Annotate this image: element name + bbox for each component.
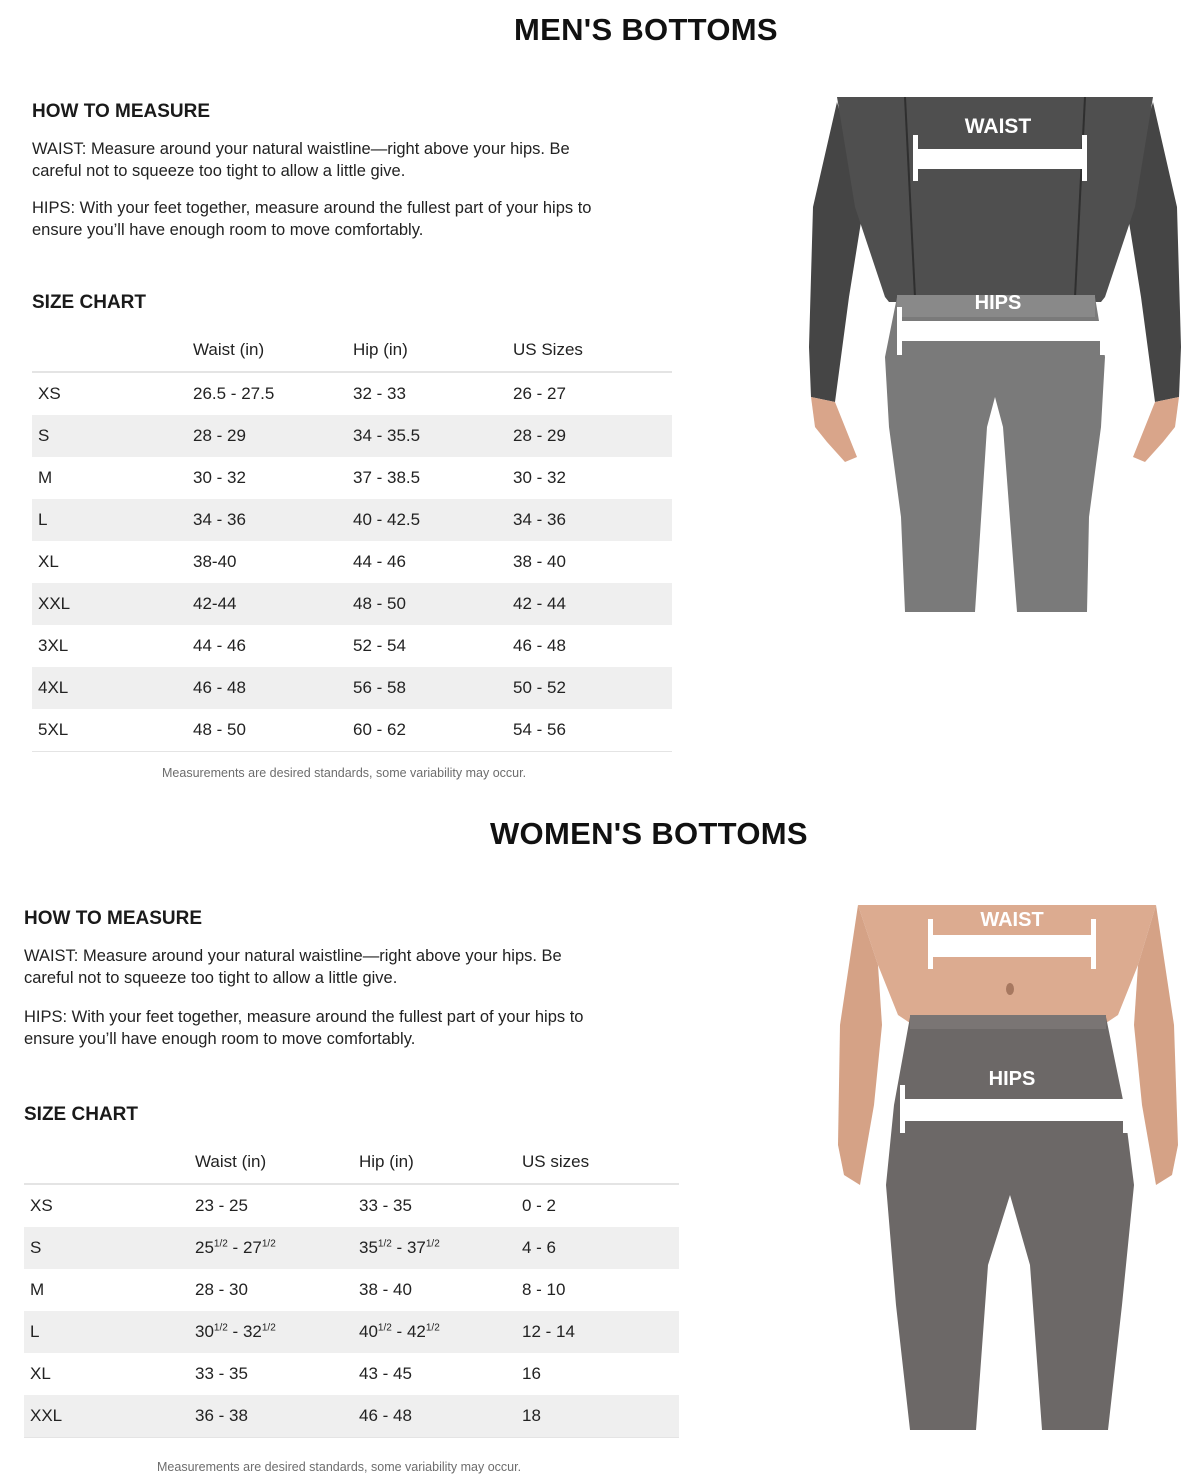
fraction: 1/2 — [425, 1322, 440, 1334]
table-row — [32, 583, 672, 625]
fraction: 1/2 — [377, 1238, 392, 1250]
cell-waist: 48 - 50 — [193, 709, 353, 752]
cell-size: M — [30, 1280, 45, 1299]
range-start: 30 — [195, 1322, 214, 1341]
cell-hip: $40^{1/2} - 42^{1/2}$ — [359, 1311, 522, 1353]
men-size-chart-heading: SIZE CHART — [32, 292, 146, 313]
cell-waist: 44 - 46 — [193, 636, 246, 655]
cell-us: 50 - 52 — [513, 667, 672, 709]
table-row — [32, 499, 672, 541]
men-section-title: MEN'S BOTTOMS — [514, 12, 778, 47]
cell-hip: 44 - 46 — [353, 552, 406, 571]
cell-waist: 28 - 29 — [193, 415, 353, 457]
table-row — [24, 1353, 679, 1395]
cell-hip: 46 - 48 — [359, 1395, 522, 1438]
women-waist-band — [932, 935, 1092, 957]
women-measurement-note: Measurements are desired standards, some variability may occur. — [157, 1460, 522, 1474]
table-row — [24, 1184, 679, 1227]
cell-size: 5XL — [32, 709, 193, 752]
women-col-size — [24, 1140, 195, 1184]
cell-hip: 32 - 33 — [353, 384, 406, 403]
cell-us: 42 - 44 — [513, 583, 672, 625]
table-row — [32, 372, 672, 415]
cell-waist: $30^{1/2} - 32^{1/2}$ — [195, 1311, 359, 1353]
fraction: 1/2 — [377, 1322, 392, 1334]
men-hips-label: HIPS — [974, 292, 1022, 314]
range-start: 40 — [359, 1322, 378, 1341]
table-row — [32, 709, 672, 752]
men-col-hip: Hip (in) — [353, 328, 513, 372]
table-row — [24, 1227, 679, 1269]
women-col-waist: Waist (in) — [195, 1140, 359, 1184]
fraction: 1/2 — [213, 1238, 228, 1250]
cell-waist: $25^{1/2} - 27^{1/2}$ — [195, 1227, 359, 1269]
cell-hip: 34 - 35.5 — [353, 415, 513, 457]
women-how-to-measure-heading: HOW TO MEASURE — [24, 908, 203, 929]
women-size-table — [24, 1140, 679, 1438]
cell-hip: 48 - 50 — [353, 583, 513, 625]
women-col-hip: Hip (in) — [359, 1140, 522, 1184]
table-row — [24, 1269, 679, 1311]
men-table-header-row — [32, 328, 672, 372]
cell-hip: 43 - 45 — [359, 1364, 412, 1383]
table-row — [32, 415, 672, 457]
cell-us: 26 - 27 — [513, 384, 566, 403]
cell-us: 46 - 48 — [513, 636, 566, 655]
men-size-table — [32, 328, 672, 752]
cell-us: 16 — [522, 1364, 541, 1383]
table-row — [32, 625, 672, 667]
men-how-to-measure-heading: HOW TO MEASURE — [32, 101, 211, 122]
men-col-waist: Waist (in) — [193, 328, 353, 372]
cell-hip: 40 - 42.5 — [353, 499, 513, 541]
range-start: 25 — [195, 1238, 214, 1257]
men-waist-instructions: WAIST: Measure around your natural waistline—right above your hips. Be careful not to squeeze too tight to allow a little give. — [32, 140, 570, 180]
table-row — [24, 1311, 679, 1353]
range-end: 32 — [242, 1322, 262, 1341]
cell-waist: 38-40 — [193, 552, 237, 571]
cell-hip: 33 - 35 — [359, 1196, 412, 1215]
men-waist-band — [917, 149, 1083, 169]
women-model-image — [838, 905, 1178, 1430]
men-waist-label: WAIST — [964, 115, 1032, 138]
men-col-us: US Sizes — [513, 328, 672, 372]
women-waist-label: WAIST — [980, 909, 1044, 931]
cell-size: XXL — [32, 583, 193, 625]
men-model-image — [805, 97, 1185, 617]
cell-size: S — [24, 1227, 195, 1269]
men-col-size — [32, 328, 193, 372]
women-hips-instructions: HIPS: With your feet together, measure around the fullest part of your hips to ensure you’ll have enough room to move comfortably. — [24, 1008, 584, 1048]
table-row — [32, 457, 672, 499]
women-size-chart-heading: SIZE CHART — [24, 1104, 138, 1125]
cell-waist: 26.5 - 27.5 — [193, 384, 275, 403]
women-waist-instructions: WAIST: Measure around your natural waistline—right above your hips. Be careful not to squeeze too tight to allow a little give. — [24, 947, 562, 987]
range-end: 42 — [406, 1322, 426, 1341]
cell-us: 34 - 36 — [513, 499, 672, 541]
fraction: 1/2 — [213, 1322, 228, 1334]
table-row — [24, 1395, 679, 1438]
cell-size: XL — [38, 552, 59, 571]
women-col-us: US sizes — [522, 1140, 679, 1184]
cell-size: 4XL — [32, 667, 193, 709]
cell-size: L — [24, 1311, 195, 1353]
cell-us: 30 - 32 — [513, 468, 566, 487]
women-section-title: WOMEN'S BOTTOMS — [490, 816, 808, 851]
women-table-header-row — [24, 1140, 679, 1184]
cell-waist: 34 - 36 — [193, 499, 353, 541]
men-left-hand — [811, 397, 857, 462]
men-right-hand — [1133, 397, 1179, 462]
cell-waist: 23 - 25 — [195, 1196, 248, 1215]
cell-us: 8 - 10 — [522, 1280, 566, 1299]
cell-hip: 60 - 62 — [353, 709, 513, 752]
cell-size: S — [32, 415, 193, 457]
cell-us: 54 - 56 — [513, 709, 672, 752]
cell-waist: 42-44 — [193, 583, 353, 625]
cell-waist: 33 - 35 — [195, 1364, 248, 1383]
table-row — [32, 541, 672, 583]
table-row — [32, 667, 672, 709]
cell-us: 0 - 2 — [522, 1196, 557, 1215]
cell-size: XS — [30, 1196, 53, 1215]
cell-waist: 36 - 38 — [195, 1395, 359, 1438]
cell-us: 38 - 40 — [513, 552, 566, 571]
cell-waist: 46 - 48 — [193, 667, 353, 709]
cell-size: 3XL — [38, 636, 69, 655]
cell-us: 4 - 6 — [522, 1227, 679, 1269]
cell-us: 18 — [522, 1395, 679, 1438]
men-hips-band — [901, 321, 1101, 341]
men-measurement-note: Measurements are desired standards, some variability may occur. — [162, 766, 527, 780]
cell-us: 28 - 29 — [513, 415, 672, 457]
cell-waist: 28 - 30 — [195, 1280, 248, 1299]
cell-size: M — [38, 468, 53, 487]
men-hips-instructions: HIPS: With your feet together, measure around the fullest part of your hips to ensure you’ll have enough room to move comfortably. — [32, 199, 592, 239]
range-end: 37 — [406, 1238, 426, 1257]
women-hips-label: HIPS — [988, 1068, 1036, 1090]
cell-size: L — [32, 499, 193, 541]
cell-hip: 56 - 58 — [353, 667, 513, 709]
cell-hip: $35^{1/2} - 37^{1/2}$ — [359, 1227, 522, 1269]
cell-hip: 37 - 38.5 — [353, 468, 421, 487]
fraction: 1/2 — [261, 1238, 276, 1250]
fraction: 1/2 — [261, 1322, 276, 1334]
women-hips-band — [904, 1099, 1124, 1121]
cell-size: XL — [30, 1364, 51, 1383]
cell-us: 12 - 14 — [522, 1311, 679, 1353]
range-start: 35 — [359, 1238, 378, 1257]
cell-size: XS — [38, 384, 61, 403]
fraction: 1/2 — [425, 1238, 440, 1250]
cell-hip: 52 - 54 — [353, 636, 406, 655]
men-tights — [885, 297, 1105, 612]
cell-hip: 38 - 40 — [359, 1280, 412, 1299]
cell-waist: 30 - 32 — [193, 468, 246, 487]
cell-size: XXL — [24, 1395, 195, 1438]
range-end: 27 — [242, 1238, 262, 1257]
